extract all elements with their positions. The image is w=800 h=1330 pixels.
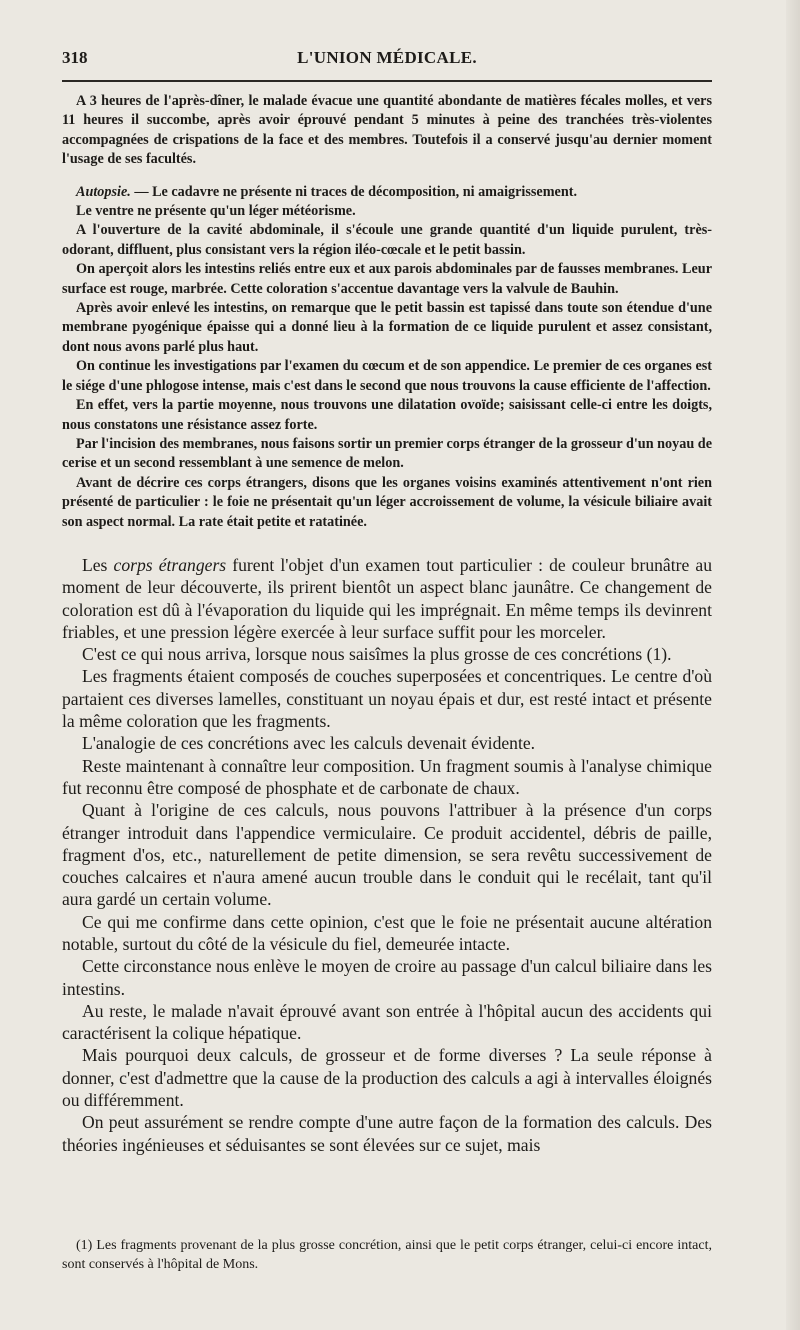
case-paragraph: Le ventre ne présente qu'un léger météorisme. [76,203,356,220]
journal-title: L'UNION MÉDICALE. [297,48,477,67]
discussion-paragraph: Reste maintenant à connaître leur composition. Un fragment soumis à l'analyse chimique fut reconnu être composé de phosphate et de carbonate de chaux. [62,755,712,798]
text-run: Les [82,554,114,575]
discussion-paragraph: Les fragments étaient composés de couches superposées et concentriques. Le centre d'où partaient ces diverses lamelles, constituant un noyau épais et dur, est resté intact et présente la même coloration que les fragments. [62,666,712,732]
case-paragraph: Après avoir enlevé les intestins, on remarque que le petit bassin est tapissé dans toute son étendue d'une membrane pyogénique épaisse qui a donné lieu à la formation de ce liquide purulent et assez consistant, dont nous avons parlé plus haut. [62,300,712,355]
discussion-paragraph: On peut assurément se rendre compte d'une autre façon de la formation des calculs. Des théories ingénieuses et séduisantes se sont élevées sur ce sujet, mais [62,1112,712,1155]
case-paragraph: En effet, vers la partie moyenne, nous trouvons une dilatation ovoïde; saisissant celle-ci entre les doigts, nous constatons une résistance assez forte. [62,397,712,433]
discussion-paragraph: Quant à l'origine de ces calculs, nous pouvons l'attribuer à la présence d'un corps étranger introduit dans l'appendice vermiculaire. Ce produit accidentel, débris de paille, fragment d'os, etc., naturellement de petite dimension, se sera revêtu successivement de couches calcaires et n'aura amené aucun trouble dans le conduit qui le recélait, tant qu'il aura gardé un certain volume. [62,800,712,910]
case-paragraph: A 3 heures de l'après-dîner, le malade évacue une quantité abondante de matières fécales molles, et vers 11 heures il succombe, après avoir éprouvé pendant 5 minutes à peine des tranchées très-violentes accompagnées de crispations de la face et des membres. Toutefois il a conservé jusqu'au dernier moment l'usage de ses facultés. [62,93,712,168]
case-paragraph: Par l'incision des membranes, nous faisons sortir un premier corps étranger de la grosseur d'un noyau de cerise et un second ressemblant à une semence de melon. [62,435,712,472]
discussion-paragraph: Ce qui me confirme dans cette opinion, c'est que le foie ne présentait aucune altération notable, surtout du côté de la vésicule du fiel, demeurée intacte. [62,911,712,954]
discussion-paragraph: C'est ce qui nous arriva, lorsque nous saisîmes la plus grosse de ces concrétions (1). [82,644,672,665]
text-run: furent l'objet d'un examen tout particulier : de couleur brunâtre au moment de leur découverte, ils prirent bientôt un aspect blanc jaunâtre. Ce changement de coloration est dû à l'évaporation du liquide qui les imprégnait. En même temps ils devinrent friables, et une pression légère exercée à leur surface suffit pour les morceler. [62,554,712,642]
discussion-paragraph [62,554,712,643]
footnote [62,1236,712,1274]
header-rule [62,80,712,82]
emphasis-corps-etrangers: corps étrangers [113,554,227,575]
running-header [62,48,712,74]
case-paragraph: On continue les investigations par l'examen du cœcum et de son appendice. Le premier de ces organes est le siége d'une phlogose intense, mais c'est dans le second que nous trouvons la cause efficiente de l'affection. [62,358,712,394]
discussion-paragraph: Cette circonstance nous enlève le moyen de croire au passage d'un calcul biliaire dans les intestins. [62,956,712,999]
autopsy-text: — Le cadavre ne présente ni traces de décomposition, ni amaigrissement. [130,183,577,200]
discussion-section [62,554,712,1156]
case-report-section [62,92,712,532]
case-paragraph: Avant de décrire ces corps étrangers, disons que les organes voisins examinés attentivement n'ont rien présenté de particulier : le foie ne présentait qu'un léger accroissement de volume, la vésicule biliaire avait son aspect normal. La rate était petite et ratatinée. [62,474,712,530]
discussion-paragraph: L'analogie de ces concrétions avec les calculs devenait évidente. [82,733,536,754]
autopsy-heading: Autopsie. [76,183,131,200]
case-paragraph: On aperçoit alors les intestins reliés entre eux et aux parois abdominales par de fausses membranes. Leur surface est rouge, marbrée. Cette coloration s'accentue davantage vers la valvule de Bauhin. [62,261,712,297]
article-body [62,92,712,1156]
page-edge-shadow [786,0,800,1330]
discussion-paragraph: Au reste, le malade n'avait éprouvé avant son entrée à l'hôpital aucun des accidents qui caractérisent la colique hépatique. [62,1000,712,1044]
case-paragraph: A l'ouverture de la cavité abdominale, il s'écoule une grande quantité d'un liquide purulent, très-odorant, diffluent, plus consistant vers la région iléo-cœcale et le petit bassin. [62,222,712,258]
discussion-paragraph: Mais pourquoi deux calculs, de grosseur et de forme diverses ? La seule réponse à donner, c'est d'admettre que la cause de la production des calculs a agi à intervalles éloignés ou différemment. [62,1045,712,1111]
footnote-text: (1) Les fragments provenant de la plus grosse concrétion, ainsi que le petit corps étranger, celui-ci encore intact, sont conservés à l'hôpital de Mons. [62,1238,712,1272]
page-number: 318 [62,48,88,67]
autopsy-paragraph [62,183,712,202]
